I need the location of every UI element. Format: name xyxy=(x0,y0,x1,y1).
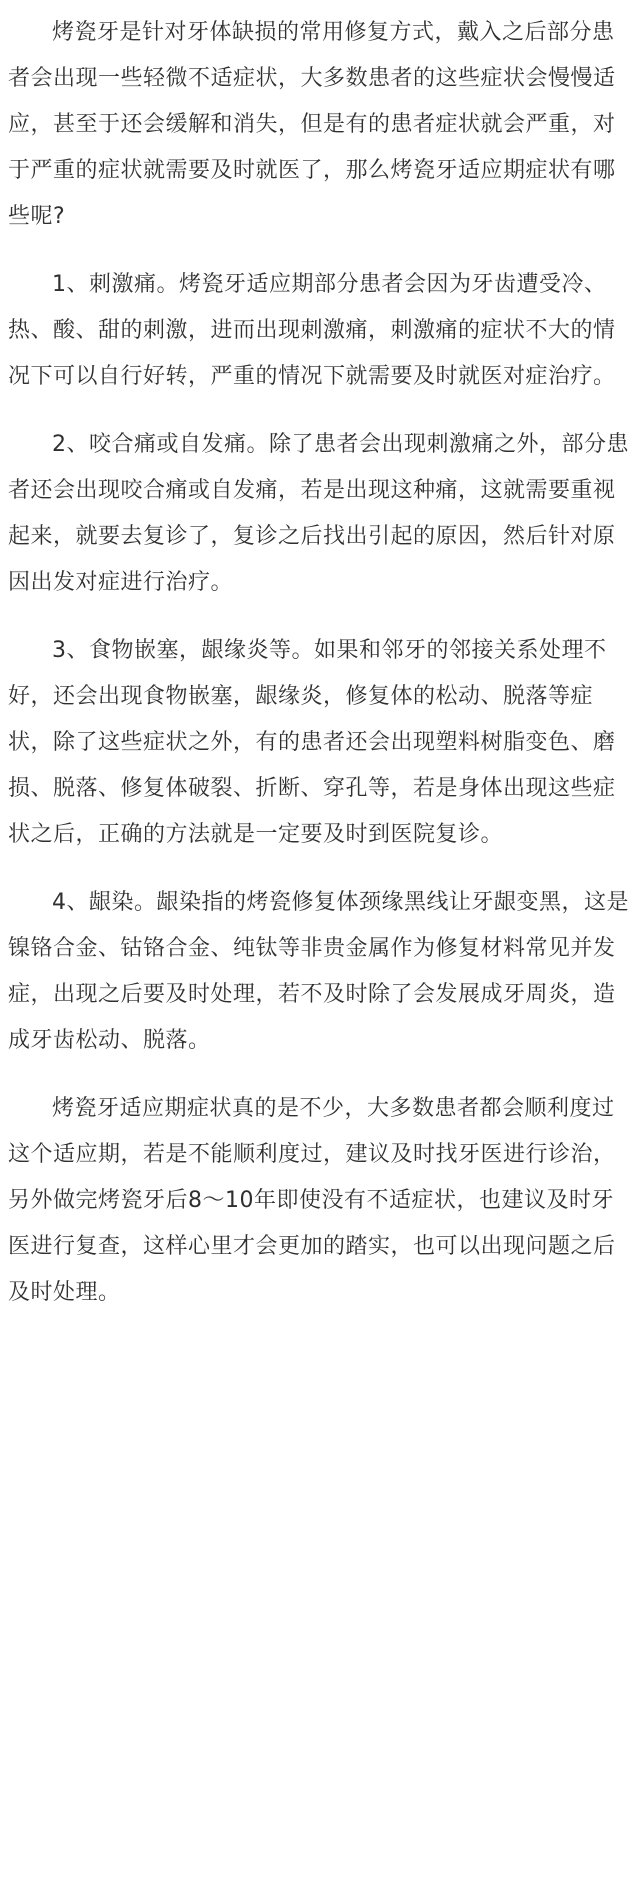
intro-paragraph: 烤瓷牙是针对牙体缺损的常用修复方式，戴入之后部分患者会出现一些轻微不适症状，大多数患者的这些症状会慢慢适应，甚至于还会缓解和消失，但是有的患者症状就会严重，对于严重的症状就需要及时就医了，那么烤瓷牙适应期症状有哪些呢? xyxy=(8,20,616,229)
symptom-3-paragraph: 3、食物嵌塞，龈缘炎等。如果和邻牙的邻接关系处理不好，还会出现食物嵌塞，龈缘炎，修复体的松动、脱落等症状，除了这些症状之外，有的患者还会出现塑料树脂变色、磨损、脱落、修复体破裂、折断、穿孔等，若是身体出现这些症状之后，正确的方法就是一定要及时到医院复诊。 xyxy=(8,638,616,847)
conclusion-paragraph: 烤瓷牙适应期症状真的是不少，大多数患者都会顺利度过这个适应期，若是不能顺利度过，建议及时找牙医进行诊治，另外做完烤瓷牙后8～10年即使没有不适症状，也建议及时牙医进行复查，这样心里才会更加的踏实，也可以出现问题之后及时处理。 xyxy=(8,1096,616,1305)
symptom-1-paragraph: 1、刺激痛。烤瓷牙适应期部分患者会因为牙齿遭受冷、热、酸、甜的刺激，进而出现刺激痛，刺激痛的症状不大的情况下可以自行好转，严重的情况下就需要及时就医对症治疗。 xyxy=(8,272,616,389)
symptom-4-paragraph: 4、龈染。龈染指的烤瓷修复体颈缘黑线让牙龈变黑，这是镍铬合金、钴铬合金、纯钛等非贵金属作为修复材料常见并发症，出现之后要及时处理，若不及时除了会发展成牙周炎，造成牙齿松动、脱落。 xyxy=(8,890,629,1053)
symptom-2-paragraph: 2、咬合痛或自发痛。除了患者会出现刺激痛之外，部分患者还会出现咬合痛或自发痛，若是出现这种痛，这就需要重视起来，就要去复诊了，复诊之后找出引起的原因，然后针对原因出发对症进行治疗。 xyxy=(8,432,629,595)
